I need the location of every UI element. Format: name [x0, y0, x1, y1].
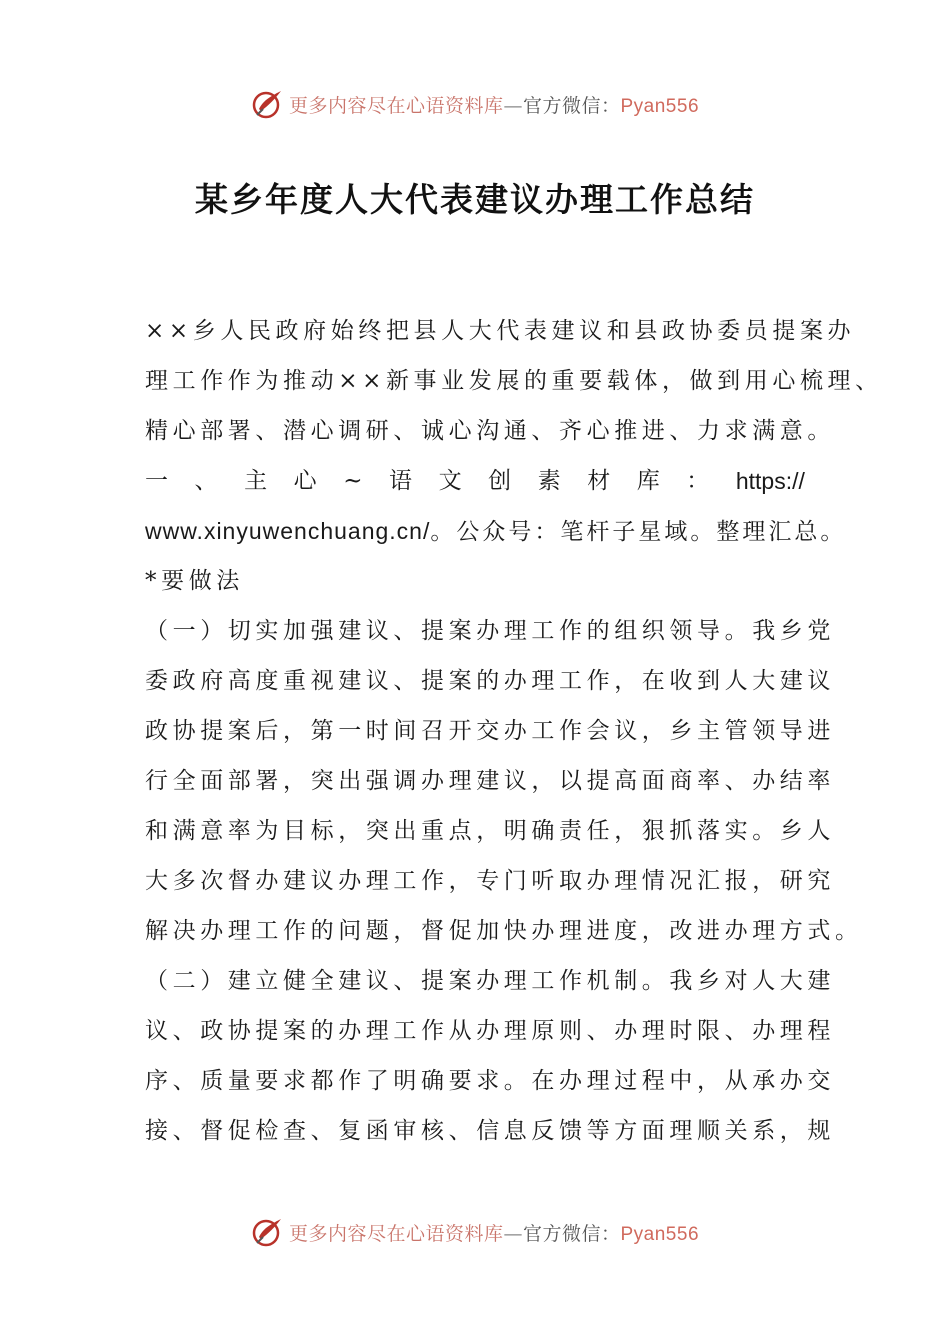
- paragraph-line: 精心部署、潜心调研、诚心沟通、齐心推进、力求满意。: [145, 418, 835, 444]
- paragraph-line: 和满意率为目标，突出重点，明确责任，狠抓落实。乡人: [145, 818, 835, 844]
- paragraph-line: 委政府高度重视建议、提案的办理工作，在收到人大建议: [145, 668, 835, 694]
- paragraph-line: 议、政协提案的办理工作从办理原则、办理时限、办理程: [145, 1018, 835, 1044]
- banner-text: 更多内容尽在心语资料库—官方微信：Pyan556: [288, 94, 700, 117]
- spaced-char: 素: [537, 468, 561, 494]
- url-line-rest: 。公众号：笔杆子星域。整理汇总。: [430, 519, 847, 545]
- paragraph-line: （一）切实加强建议、提案办理工作的组织领导。我乡党: [145, 618, 835, 644]
- document-body: [145, 306, 883, 1156]
- spaced-char: 、: [194, 468, 218, 494]
- paragraph-line: 序、质量要求都作了明确要求。在办理过程中，从承办交: [145, 1068, 835, 1094]
- spaced-char: 主: [244, 468, 268, 494]
- banner-text: 更多内容尽在心语资料库—官方微信：Pyan556: [288, 1222, 700, 1245]
- url-fragment: https://: [735, 468, 805, 494]
- pen-logo-icon: [251, 87, 285, 121]
- document-title: 某乡年度人大代表建议办理工作总结: [195, 180, 755, 219]
- spaced-char: 库: [636, 468, 660, 494]
- paragraph-line: ××乡人民政府始终把县人大代表建议和县政协委员提案办: [145, 318, 856, 344]
- footer-banner: [0, 1212, 950, 1252]
- header-banner: [0, 84, 950, 124]
- spaced-char: ~: [343, 468, 363, 494]
- spaced-char: 材: [587, 468, 611, 494]
- pen-logo-icon: [251, 1215, 285, 1249]
- paragraph-line: 解决办理工作的问题，督促加快办理进度，改进办理方式。: [145, 918, 863, 944]
- paragraph-line: 政协提案后，第一时间召开交办工作会议，乡主管领导进: [145, 718, 835, 744]
- spaced-char: 文: [438, 468, 462, 494]
- paragraph-line: 行全面部署，突出强调办理建议，以提高面商率、办结率: [145, 768, 835, 794]
- paragraph-line: （二）建立健全建议、提案办理工作机制。我乡对人大建: [145, 968, 835, 994]
- spaced-heading-line: [145, 456, 805, 506]
- paragraph-line: 大多次督办建议办理工作，专门听取办理情况汇报，研究: [145, 868, 835, 894]
- spaced-char: ：: [686, 468, 710, 494]
- url-text: www.xinyuwenchuang.cn/: [145, 518, 431, 544]
- spaced-char: 语: [389, 468, 413, 494]
- url-line: [145, 506, 847, 556]
- paragraph-line: 理工作作为推动××新事业发展的重要载体，做到用心梳理、: [145, 368, 883, 394]
- paragraph-line: *要做法: [145, 568, 244, 594]
- spaced-char: 心: [293, 468, 317, 494]
- spaced-char: 创: [488, 468, 512, 494]
- paragraph-line: 接、督促检查、复函审核、信息反馈等方面理顺关系，规: [145, 1118, 835, 1144]
- spaced-char: 一: [145, 468, 168, 494]
